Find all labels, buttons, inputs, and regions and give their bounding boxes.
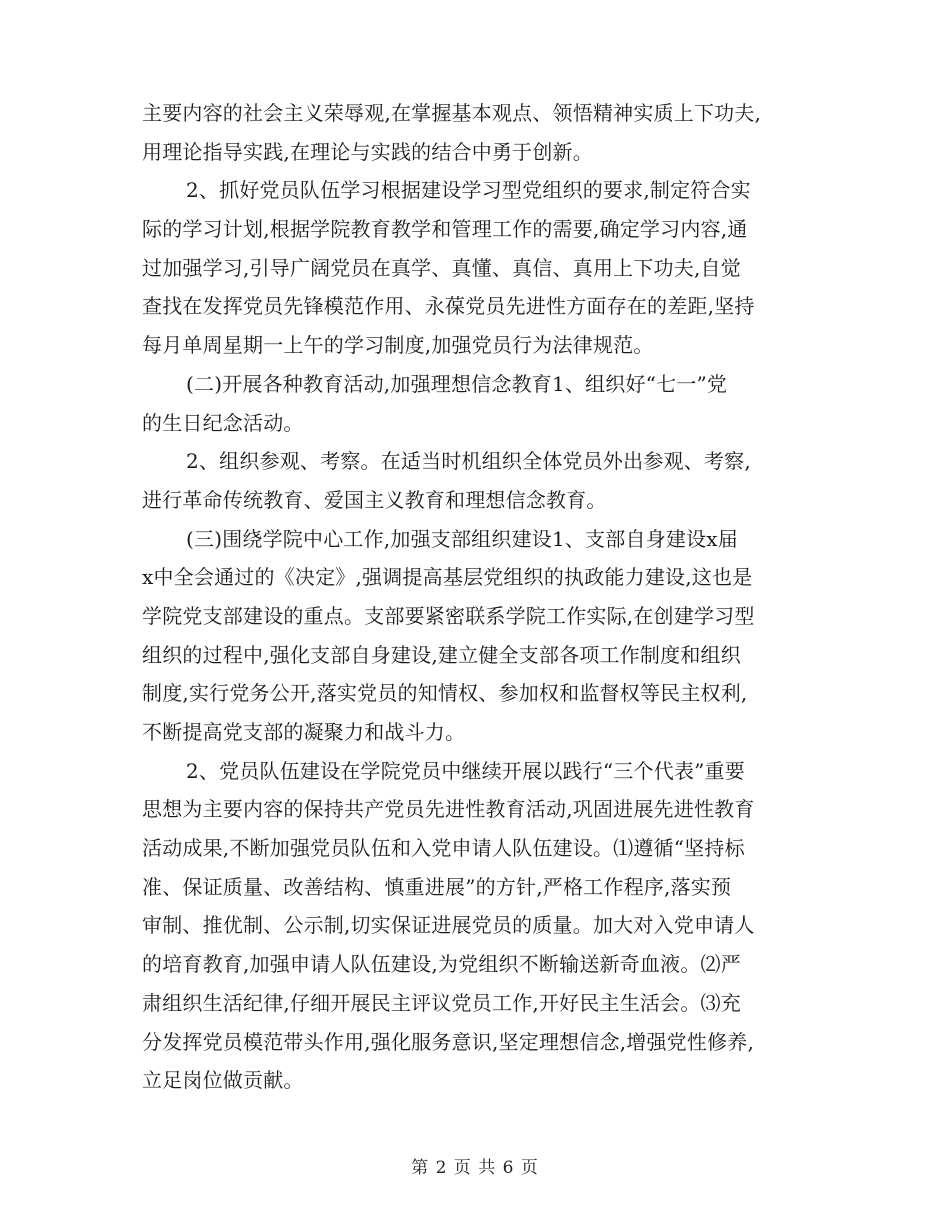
text-line: 每月单周星期一上午的学习制度,加强党员行为法律规范。 (142, 333, 654, 358)
text-line: 立足岗位做贡献。 (142, 1068, 304, 1093)
text-line: 制度,实行党务公开,落实党员的知情权、参加权和监督权等民主权利, (142, 681, 748, 706)
paragraph-start-line: 2、党员队伍建设在学院党员中继续开展以践行“三个代表”重要 (186, 758, 745, 783)
text-line: 活动成果,不断加强党员队伍和入党申请人队伍建设。⑴遵循“坚持标 (142, 836, 745, 861)
text-line: 审制、推优制、公示制,切实保证进展党员的质量。加大对入党申请人 (142, 913, 755, 938)
paragraph-start-line: 2、组织参观、考察。在适当时机组织全体党员外出参观、考察, (186, 449, 751, 474)
text-line: 际的学习计划,根据学院教育教学和管理工作的需要,确定学习内容,通 (142, 217, 748, 242)
document-body (142, 94, 814, 1100)
page-number-footer: 第 2 页 共 6 页 (411, 1158, 539, 1178)
paragraph-start-line: 2、抓好党员队伍学习根据建设学习型党组织的要求,制定符合实 (186, 178, 751, 203)
section-heading-line: (三)围绕学院中心工作,加强支部组织建设1、支部自身建设x届 (186, 526, 738, 551)
text-line: x中全会通过的《决定》,强调提高基层党组织的执政能力建设,这也是 (142, 565, 753, 590)
text-line: 组织的过程中,强化支部自身建设,建立健全支部各项工作制度和组织 (142, 642, 741, 667)
text-line: 查找在发挥党员先锋模范作用、永葆党员先进性方面存在的差距,坚持 (142, 294, 755, 319)
text-line: 过加强学习,引导广阔党员在真学、真懂、真信、真用上下功夫,自觉 (142, 255, 741, 280)
text-line: 学院党支部建设的重点。支部要紧密联系学院工作实际,在创建学习型 (142, 603, 755, 628)
text-line: 的培育教育,加强申请人队伍建设,为党组织不断输送新奇血液。⑵严 (142, 952, 741, 977)
text-line: 不断提高党支部的凝聚力和战斗力。 (142, 720, 466, 744)
text-line: 用理论指导实践,在理论与实践的结合中勇于创新。 (142, 139, 593, 164)
text-line: 肃组织生活纪律,仔细开展民主评议党员工作,开好民主生活会。⑶充 (142, 990, 741, 1015)
text-line: 的生日纪念活动。 (142, 410, 304, 435)
text-line: 准、保证质量、改善结构、慎重进展”的方针,严格工作程序,落实预 (142, 874, 732, 899)
text-line: 思想为主要内容的保持共产党员先进性教育活动,巩固进展先进性教育 (142, 797, 755, 822)
section-heading-line: (二)开展各种教育活动,加强理想信念教育1、组织好“七一”党 (186, 371, 728, 396)
text-line: 分发挥党员模范带头作用,强化服务意识,坚定理想信念,增强党性修养, (142, 1029, 755, 1054)
text-line: 主要内容的社会主义荣辱观,在掌握基本观点、领悟精神实质上下功夫, (142, 101, 762, 125)
text-line: 进行革命传统教育、爱国主义教育和理想信念教育。 (142, 487, 607, 512)
